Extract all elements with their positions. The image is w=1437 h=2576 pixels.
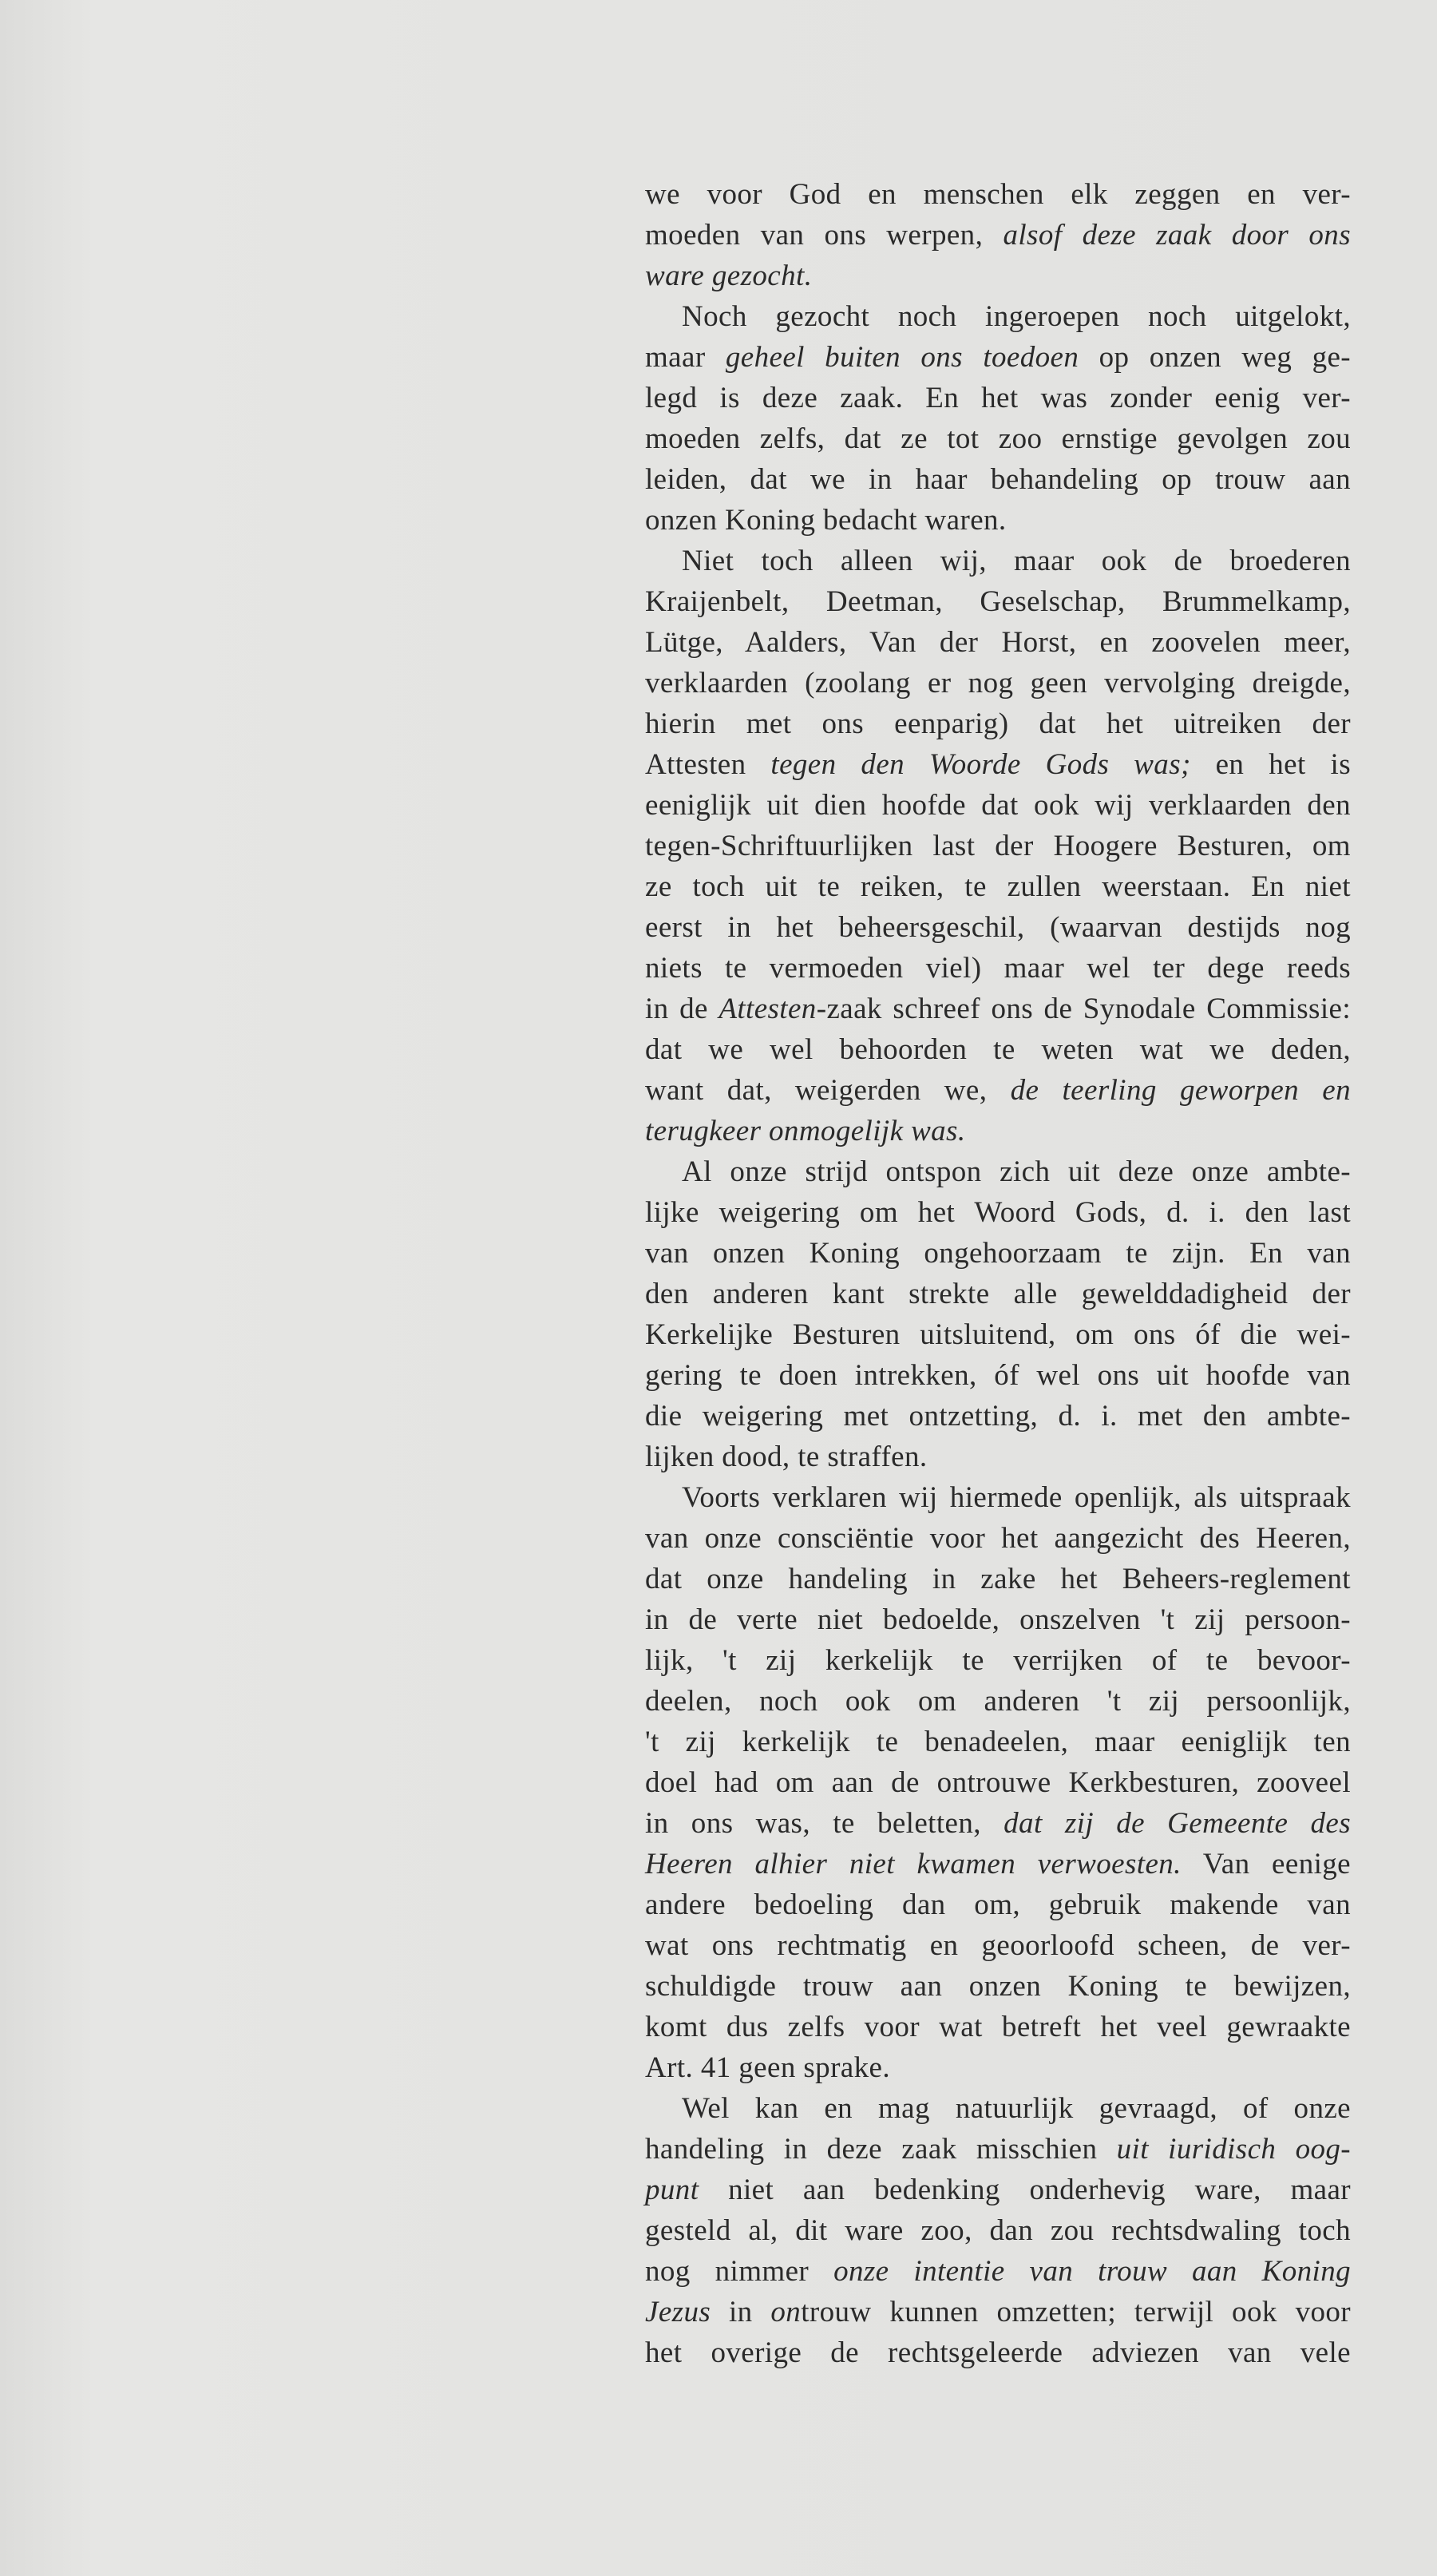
text-run: Wel kan en mag natuurlijk gevraagd, of onze xyxy=(682,2092,1351,2125)
italic-text: on xyxy=(770,2296,802,2328)
text-line xyxy=(645,826,1351,866)
text-run: lijke weigering om het Woord Gods, d. i. den last xyxy=(645,1196,1351,1229)
text-line xyxy=(645,2292,1351,2332)
text-run: komt dus zelfs voor wat betreft het veel gewraakte xyxy=(645,2011,1351,2043)
text-line xyxy=(645,744,1351,785)
italic-text: dat zij de Gemeente des xyxy=(1004,1807,1352,1840)
text-run: onzen Koning bedacht waren. xyxy=(645,504,1007,537)
text-line xyxy=(645,1029,1351,1070)
text-run: gesteld al, dit ware zoo, dan zou rechtsdwaling toch xyxy=(645,2214,1351,2247)
text-run: doel had om aan de ontrouwe Kerkbesturen, zooveel xyxy=(645,1766,1351,1799)
text-run: andere bedoeling dan om, gebruik makende van xyxy=(645,1888,1351,1921)
text-run: Kerkelijke Besturen uitsluitend, om ons óf die wei- xyxy=(645,1318,1351,1351)
text-line xyxy=(645,1111,1351,1151)
text-line xyxy=(645,1681,1351,1722)
text-run: handeling in deze zaak misschien xyxy=(645,2133,1117,2166)
italic-text: Jezus xyxy=(645,2296,711,2328)
text-line xyxy=(645,1559,1351,1599)
text-run: eeniglijk uit dien hoofde dat ook wij verklaarden den xyxy=(645,789,1351,822)
italic-text: onze intentie van trouw aan Koning xyxy=(833,2255,1351,2288)
text-line xyxy=(645,296,1351,337)
text-run: op onzen weg ge- xyxy=(1079,341,1352,374)
text-line xyxy=(645,581,1351,622)
text-run: lijk, 't zij kerkelijk te verrijken of te bevoor- xyxy=(645,1644,1351,1677)
italic-text: de teerling geworpen en xyxy=(1010,1074,1351,1107)
text-line xyxy=(645,1518,1351,1559)
text-run: ze toch uit te reiken, te zullen weerstaan. En niet xyxy=(645,870,1351,903)
text-line xyxy=(645,866,1351,907)
text-run: niets te vermoeden viel) maar wel ter dege reeds xyxy=(645,952,1351,985)
text-line xyxy=(645,500,1351,541)
italic-text: tegen den Woorde Gods was; xyxy=(770,748,1191,781)
text-line xyxy=(645,256,1351,296)
text-run: lijken dood, te straffen. xyxy=(645,1441,928,1473)
text-run: Al onze strijd ontspon zich uit deze onze ambte- xyxy=(682,1155,1351,1188)
text-line xyxy=(645,1925,1351,1966)
text-run: Lütge, Aalders, Van der Horst, en zoovelen meer, xyxy=(645,626,1351,659)
text-run: niet aan bedenking onderhevig ware, maar xyxy=(699,2174,1351,2206)
text-run: moeden zelfs, dat ze tot zoo ernstige gevolgen zou xyxy=(645,422,1351,455)
text-run: die weigering met ontzetting, d. i. met den ambte- xyxy=(645,1400,1351,1433)
text-run: den anderen kant strekte alle gewelddadigheid der xyxy=(645,1278,1351,1310)
text-line xyxy=(645,2170,1351,2210)
text-line xyxy=(645,2332,1351,2373)
text-run: in de verte niet bedoelde, onszelven 't zij persoon- xyxy=(645,1603,1351,1636)
text-line xyxy=(645,907,1351,948)
text-run: verklaarden (zoolang er nog geen vervolging dreigde, xyxy=(645,667,1351,699)
text-line xyxy=(645,1722,1351,1762)
italic-text: uit iuridisch oog- xyxy=(1116,2133,1351,2166)
text-run: in xyxy=(711,2296,771,2328)
italic-text: geheel buiten ons toedoen xyxy=(725,341,1079,374)
text-run: Van eenige xyxy=(1181,1848,1351,1880)
text-run: gering te doen intrekken, óf wel ons uit hoofde van xyxy=(645,1359,1351,1392)
text-line xyxy=(645,989,1351,1029)
text-run: Niet toch alleen wij, maar ook de broederen xyxy=(682,545,1351,577)
text-line xyxy=(645,337,1351,378)
text-line xyxy=(645,1070,1351,1111)
text-line xyxy=(645,174,1351,215)
italic-text: Heeren alhier niet kwamen verwoesten. xyxy=(645,1848,1182,1880)
text-line xyxy=(645,1314,1351,1355)
text-run: dat onze handeling in zake het Beheers-reglement xyxy=(645,1563,1351,1595)
italic-text: alsof deze zaak door ons xyxy=(1003,219,1351,252)
text-run: Art. 41 geen sprake. xyxy=(645,2051,890,2084)
text-line xyxy=(645,1274,1351,1314)
text-run: Kraijenbelt, Deetman, Geselschap, Brummelkamp, xyxy=(645,585,1351,618)
text-line xyxy=(645,215,1351,256)
text-run: hierin met ons eenparig) dat het uitreiken der xyxy=(645,707,1351,740)
text-run: in ons was, te beletten, xyxy=(645,1807,1004,1840)
text-line xyxy=(645,1762,1351,1803)
text-line xyxy=(645,703,1351,744)
text-line xyxy=(645,1355,1351,1396)
text-run: maar xyxy=(645,341,726,374)
text-line xyxy=(645,1477,1351,1518)
text-line xyxy=(645,1233,1351,1274)
italic-text: Attesten xyxy=(718,993,817,1025)
text-line xyxy=(645,2047,1351,2088)
text-run: en het is xyxy=(1190,748,1351,781)
text-run: we voor God en menschen elk zeggen en ver- xyxy=(645,178,1351,211)
text-line xyxy=(645,1599,1351,1640)
text-run: dat we wel behoorden te weten wat we deden, xyxy=(645,1033,1351,1066)
text-run: in de xyxy=(645,993,719,1025)
text-run: van onze consciëntie voor het aangezicht des Heeren, xyxy=(645,1522,1351,1555)
text-line xyxy=(645,459,1351,500)
text-run: tegen-Schriftuurlijken last der Hoogere Besturen, om xyxy=(645,830,1351,862)
text-run: nog nimmer xyxy=(645,2255,834,2288)
text-run: eerst in het beheersgeschil, (waarvan destijds nog xyxy=(645,911,1351,944)
text-run: moeden van ons werpen, xyxy=(645,219,1004,252)
text-run: schuldigde trouw aan onzen Koning te bewijzen, xyxy=(645,1970,1351,2003)
text-run: wat ons rechtmatig en geoorloofd scheen, de ver- xyxy=(645,1929,1351,1962)
text-line xyxy=(645,1151,1351,1192)
text-run: het overige de rechtsgeleerde adviezen van vele xyxy=(645,2336,1351,2369)
italic-text: punt xyxy=(645,2174,699,2206)
text-line xyxy=(645,622,1351,663)
text-run: Noch gezocht noch ingeroepen noch uitgelokt, xyxy=(682,300,1351,333)
text-line xyxy=(645,378,1351,418)
text-line xyxy=(645,1884,1351,1925)
text-run: leiden, dat we in haar behandeling op trouw aan xyxy=(645,463,1351,496)
text-line xyxy=(645,1966,1351,2007)
text-line xyxy=(645,948,1351,989)
page-body-text xyxy=(645,174,1351,2373)
text-line xyxy=(645,663,1351,703)
text-line xyxy=(645,541,1351,581)
text-line xyxy=(645,1396,1351,1437)
text-line xyxy=(645,2210,1351,2251)
text-run: legd is deze zaak. En het was zonder eenig ver- xyxy=(645,382,1351,414)
text-line xyxy=(645,2129,1351,2170)
italic-text: ware gezocht. xyxy=(645,260,813,292)
text-run: 't zij kerkelijk te benadeelen, maar eeniglijk ten xyxy=(645,1726,1351,1758)
text-line xyxy=(645,418,1351,459)
text-run: Attesten xyxy=(645,748,771,781)
italic-text: terugkeer onmogelijk was. xyxy=(645,1115,966,1147)
text-line xyxy=(645,2088,1351,2129)
text-line xyxy=(645,1437,1351,1477)
text-run: want dat, weigerden we, xyxy=(645,1074,1011,1107)
text-run: -zaak schreef ons de Synodale Commissie: xyxy=(816,993,1351,1025)
text-line xyxy=(645,1844,1351,1884)
text-run: trouw kunnen omzetten; terwijl ook voor xyxy=(801,2296,1351,2328)
text-line xyxy=(645,2007,1351,2047)
text-run: deelen, noch ook om anderen 't zij persoonlijk, xyxy=(645,1685,1351,1718)
text-line xyxy=(645,2251,1351,2292)
text-line xyxy=(645,1640,1351,1681)
text-line xyxy=(645,1803,1351,1844)
text-run: Voorts verklaren wij hiermede openlijk, als uitspraak xyxy=(682,1481,1351,1514)
text-line xyxy=(645,785,1351,826)
text-run: van onzen Koning ongehoorzaam te zijn. En van xyxy=(645,1237,1351,1270)
text-line xyxy=(645,1192,1351,1233)
